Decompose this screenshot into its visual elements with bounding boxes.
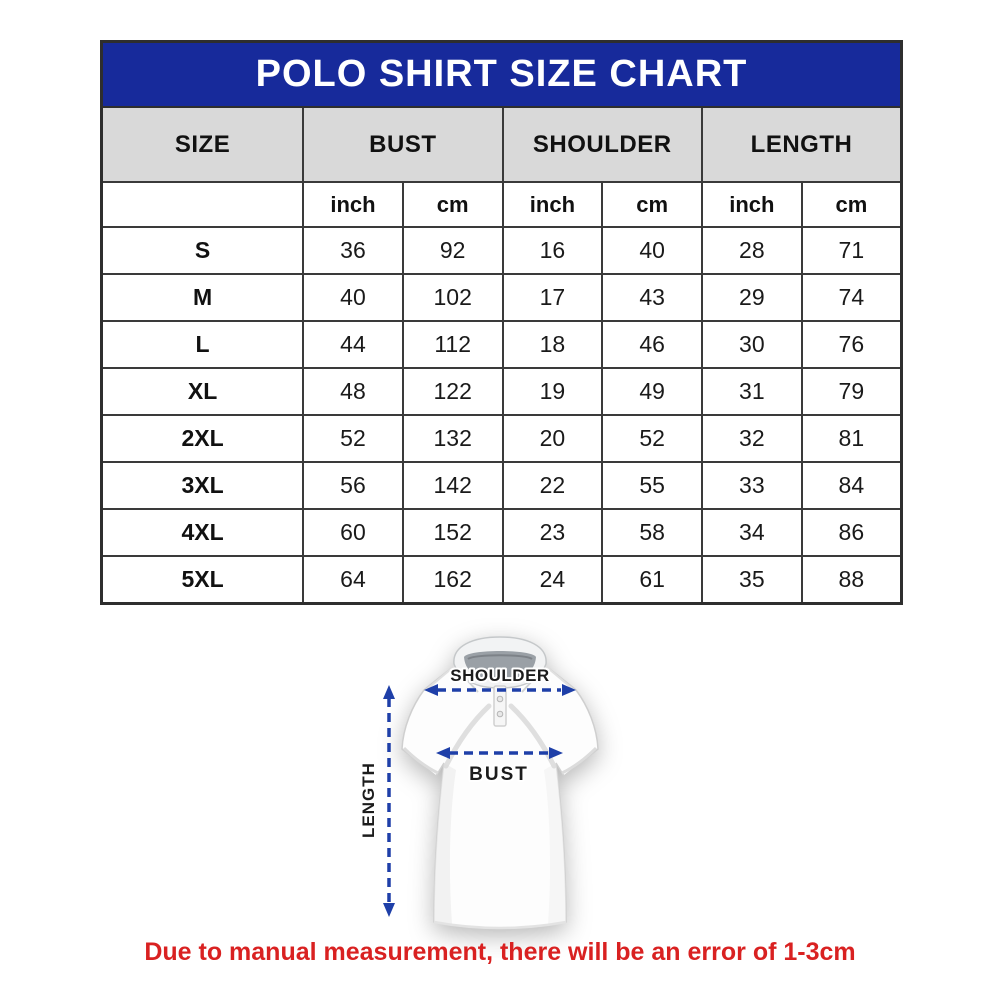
unit-header-shoulder-cm: cm [602, 182, 702, 227]
measurement-value: 92 [403, 227, 503, 274]
banner-row [102, 42, 902, 108]
measurement-value: 86 [802, 509, 902, 556]
length-label: LENGTH [359, 762, 378, 838]
measurement-value: 142 [403, 462, 503, 509]
measurement-value: 88 [802, 556, 902, 604]
column-header-length: LENGTH [702, 107, 902, 182]
table-row [102, 368, 902, 415]
unit-header-shoulder-inch: inch [503, 182, 603, 227]
table-row [102, 227, 902, 274]
polo-shirt-figure [320, 618, 700, 958]
measurement-value: 43 [602, 274, 702, 321]
measurement-value: 152 [403, 509, 503, 556]
size-label: 3XL [102, 462, 304, 509]
measurement-note: Due to manual measurement, there will be an error of 1-3cm [144, 938, 856, 966]
measurement-value: 56 [303, 462, 403, 509]
measurement-value: 81 [802, 415, 902, 462]
measurement-value: 30 [702, 321, 802, 368]
size-table-body [102, 227, 902, 604]
measurement-value: 32 [702, 415, 802, 462]
measurement-value: 122 [403, 368, 503, 415]
measurement-value: 29 [702, 274, 802, 321]
measurement-value: 61 [602, 556, 702, 604]
measurement-value: 79 [802, 368, 902, 415]
page-title: POLO SHIRT SIZE CHART [102, 42, 902, 108]
measurement-value: 19 [503, 368, 603, 415]
placket [494, 686, 506, 726]
measurement-value: 58 [602, 509, 702, 556]
size-chart-table [100, 40, 903, 605]
polo-shirt-svg [320, 618, 700, 958]
table-row [102, 556, 902, 604]
measurement-value: 60 [303, 509, 403, 556]
measurement-value: 84 [802, 462, 902, 509]
measurement-value: 40 [303, 274, 403, 321]
measurement-value: 112 [403, 321, 503, 368]
size-label: 4XL [102, 509, 304, 556]
measurement-value: 36 [303, 227, 403, 274]
size-label: M [102, 274, 304, 321]
column-header-shoulder: SHOULDER [503, 107, 702, 182]
measurement-value: 162 [403, 556, 503, 604]
measurement-value: 20 [503, 415, 603, 462]
measurement-value: 64 [303, 556, 403, 604]
unit-header-blank [102, 182, 304, 227]
measurement-value: 16 [503, 227, 603, 274]
measurement-value: 52 [303, 415, 403, 462]
measurement-value: 46 [602, 321, 702, 368]
measurement-value: 22 [503, 462, 603, 509]
measurement-value: 55 [602, 462, 702, 509]
unit-header-length-inch: inch [702, 182, 802, 227]
button [497, 711, 503, 717]
measurement-value: 23 [503, 509, 603, 556]
column-headers-row [102, 107, 902, 182]
unit-header-bust-cm: cm [403, 182, 503, 227]
measurement-value: 49 [602, 368, 702, 415]
table-row [102, 321, 902, 368]
table-row [102, 462, 902, 509]
unit-header-bust-inch: inch [303, 182, 403, 227]
column-header-bust: BUST [303, 107, 502, 182]
measurement-value: 44 [303, 321, 403, 368]
measurement-value: 52 [602, 415, 702, 462]
size-label: L [102, 321, 304, 368]
measurement-value: 17 [503, 274, 603, 321]
measurement-value: 76 [802, 321, 902, 368]
measurement-value: 48 [303, 368, 403, 415]
measurement-value: 28 [702, 227, 802, 274]
measurement-value: 31 [702, 368, 802, 415]
table-row [102, 509, 902, 556]
unit-header-length-cm: cm [802, 182, 902, 227]
measurement-value: 74 [802, 274, 902, 321]
measurement-value: 18 [503, 321, 603, 368]
measurement-value: 24 [503, 556, 603, 604]
bust-label: BUST [469, 764, 529, 785]
table-row [102, 415, 902, 462]
measurement-value: 33 [702, 462, 802, 509]
measurement-value: 102 [403, 274, 503, 321]
length-arrow [383, 685, 395, 917]
size-label: XL [102, 368, 304, 415]
size-label: 2XL [102, 415, 304, 462]
size-label: S [102, 227, 304, 274]
measurement-value: 40 [602, 227, 702, 274]
measurement-value: 34 [702, 509, 802, 556]
measurement-value: 35 [702, 556, 802, 604]
button [497, 696, 503, 702]
shoulder-label: SHOULDER [450, 666, 550, 685]
size-label: 5XL [102, 556, 304, 604]
table-row [102, 274, 902, 321]
unit-headers-row [102, 182, 902, 227]
column-header-size: SIZE [102, 107, 304, 182]
measurement-value: 71 [802, 227, 902, 274]
measurement-value: 132 [403, 415, 503, 462]
